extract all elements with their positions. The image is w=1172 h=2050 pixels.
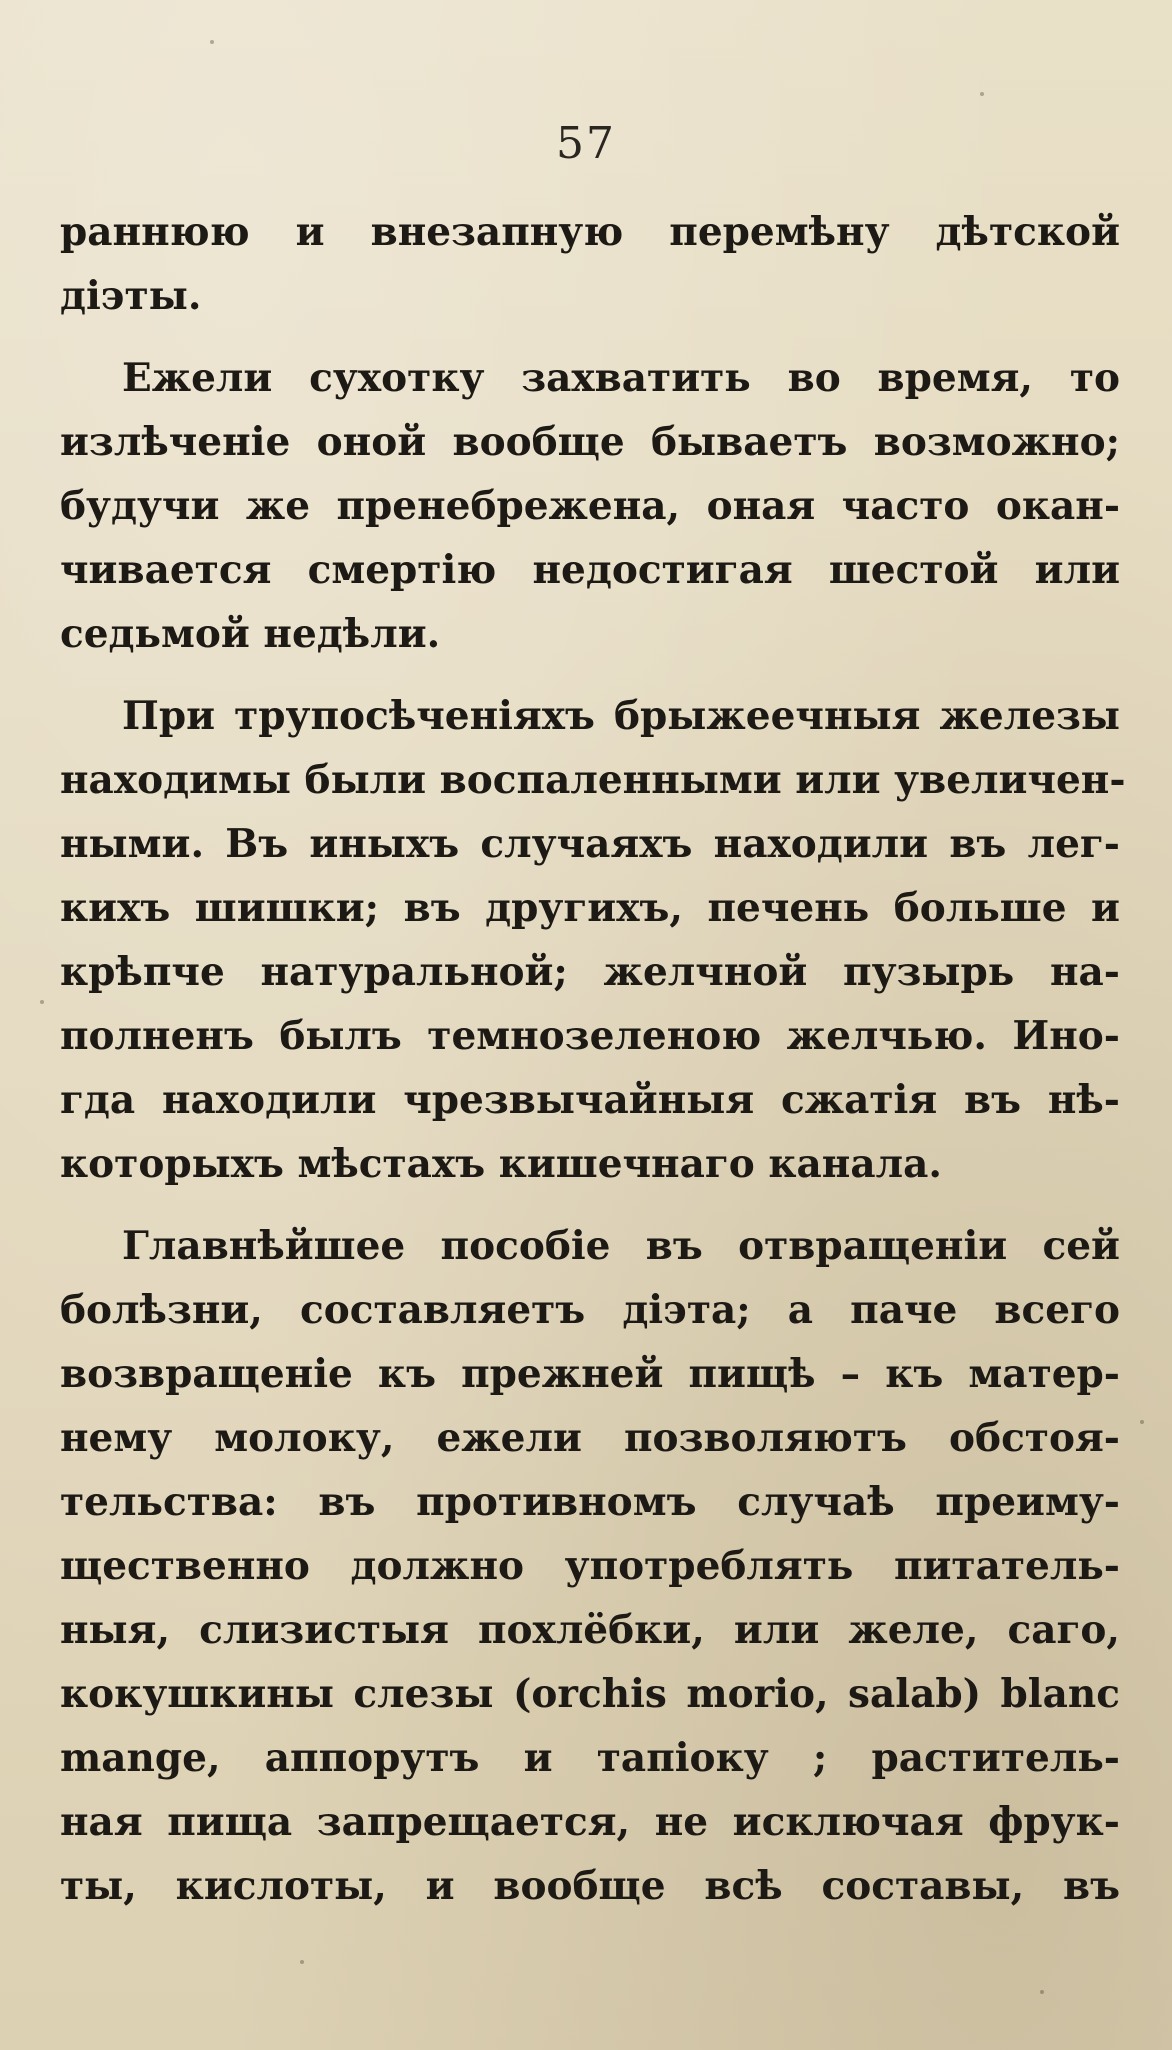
paper-speck	[1140, 1420, 1144, 1424]
text-line: болѣзни, составляетъ діэта; а паче всего	[60, 1287, 1120, 1333]
page-number: 57	[556, 118, 616, 169]
paper-speck	[300, 1960, 304, 1964]
text-line: раннюю и внезапную перемѣну дѣтской	[60, 209, 1120, 255]
text-line: гда находили чрезвычайныя сжатія въ нѣ-	[60, 1077, 1120, 1123]
paragraph	[60, 684, 1126, 1196]
text-line: Ежели сухотку захватить во время, то	[122, 355, 1120, 401]
text-line: Главнѣйшее пособіе въ отвращеніи сей	[122, 1223, 1120, 1269]
paragraph	[60, 200, 1120, 328]
text-line: кокушкины слезы (orchis morio, salab) blanc	[60, 1671, 1120, 1717]
text-line: кихъ шишки; въ другихъ, печень больше и	[60, 885, 1120, 931]
text-line: чивается смертію недостигая шестой или	[60, 547, 1120, 593]
text-line: ныя, слизистыя похлёбки, или желе, саго,	[60, 1607, 1120, 1653]
text-line: седьмой недѣли.	[60, 611, 441, 657]
text-line: которыхъ мѣстахъ кишечнаго канала.	[60, 1141, 942, 1187]
text-line: находимы были воспаленными или увеличен-	[60, 757, 1126, 803]
text-line: возвращеніе къ прежней пищѣ – къ матер-	[60, 1351, 1120, 1397]
text-line: будучи же пренебрежена, оная часто окан-	[60, 483, 1120, 529]
paragraph	[60, 1214, 1120, 1918]
paper-speck	[40, 1000, 44, 1004]
paper-speck	[1040, 1990, 1044, 1994]
paper-speck	[210, 40, 214, 44]
text-line: полненъ былъ темнозеленою желчью. Ино-	[60, 1013, 1120, 1059]
text-line: mange, аппорутъ и тапіоку ; раститель-	[60, 1735, 1120, 1781]
text-line: ными. Въ иныхъ случаяхъ находили въ лег-	[60, 821, 1120, 867]
text-line: При трупосѣченіяхъ брыжеечныя железы	[122, 693, 1120, 739]
paragraph	[60, 346, 1120, 666]
text-line: щественно должно употреблять питатель-	[60, 1543, 1120, 1589]
text-line: діэты.	[60, 273, 202, 319]
body-text	[60, 200, 1126, 1918]
paper-speck	[980, 92, 984, 96]
text-line: ная пища запрещается, не исключая фрук-	[60, 1799, 1120, 1845]
text-line: излѣченіе оной вообще бываетъ возможно;	[60, 419, 1120, 465]
text-line: крѣпче натуральной; желчной пузырь на-	[60, 949, 1120, 995]
text-line: тельства: въ противномъ случаѣ преиму-	[60, 1479, 1120, 1525]
text-line: ты, кислоты, и вообще всѣ составы, въ	[60, 1863, 1120, 1909]
text-line: нему молоку, ежели позволяютъ обстоя-	[60, 1415, 1120, 1461]
